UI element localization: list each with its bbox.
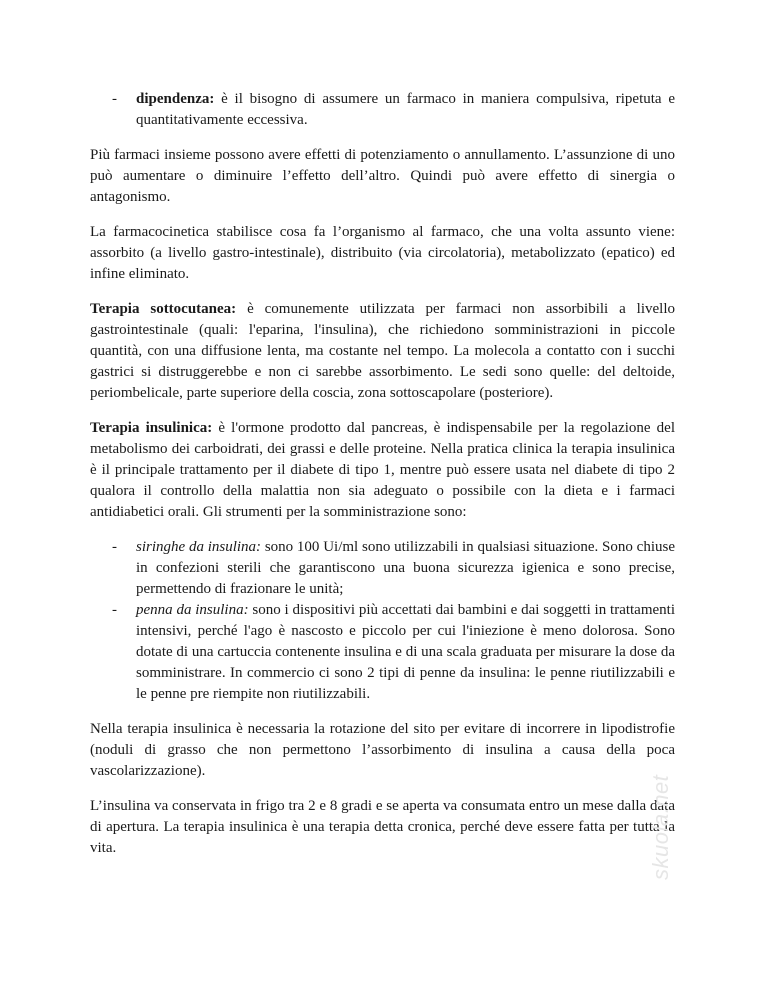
list-item bbox=[90, 537, 675, 600]
paragraph-pharmacokinetics: La farmacocinetica stabilisce cosa fa l’organismo al farmaco, che una volta assunto viene: assorbito (a livello gastro-intestinale), distribuito (via circolatoria), metabolizzato (epatico) ed infine eliminato. bbox=[90, 224, 675, 282]
item-text: è il bisogno di assumere un farmaco in maniera compulsiva, ripetuta e quantitativamente eccessiva. bbox=[136, 91, 675, 128]
paragraph-site-rotation: Nella terapia insulinica è necessaria la rotazione del sito per evitare di incorrere in lipodistrofie (noduli di grasso che non permettono l’assorbimento di insulina a causa della poca vascolarizzazione). bbox=[90, 721, 675, 779]
term-bold: dipendenza: bbox=[136, 91, 215, 107]
document-page bbox=[90, 89, 675, 873]
paragraph-text: è l'ormone prodotto dal pancreas, è indispensabile per la regolazione del metabolismo dei carboidrati, dei grassi e delle proteine. Nella pratica clinica la terapia insulinica è il principale trattamento per il diabete di tipo 1, mentre può essere usata nel diabete di tipo 2 qualora il controllo della malattia non sia adeguato o possibile con la dieta e i farmaci antidiabetici orali. Gli strumenti per la somministrazione sono: bbox=[90, 420, 675, 520]
term-italic: penna da insulina: bbox=[136, 602, 249, 618]
bullet-dash: - bbox=[112, 91, 117, 107]
bullet-dash: - bbox=[112, 539, 117, 555]
list-insulin-tools bbox=[90, 537, 675, 705]
watermark: skuola.net bbox=[648, 774, 673, 880]
term-italic: siringhe da insulina: bbox=[136, 539, 262, 555]
paragraph-storage: L’insulina va conservata in frigo tra 2 e 8 gradi e se aperta va consumata entro un mese dalla data di apertura. La terapia insulinica è una terapia detta cronica, perché deve essere fatta per tutta la vita. bbox=[90, 798, 675, 856]
item-text: sono 100 Ui/ml sono utilizzabili in qualsiasi situazione. Sono chiuse in confezioni sterili che garantiscono una buona sicurezza igienica e sono precise, permettendo di frazionare le unità; bbox=[136, 539, 675, 597]
list-item bbox=[90, 600, 675, 705]
paragraph-text: è comunemente utilizzata per farmaci non assorbibili a livello gastrointestinale (quali: l'eparina, l'insulina), che richiedono somministrazioni in piccole quantità, con una diffusione lenta, ma costante nel tempo. La molecola a contatto con i succhi gastrici si distruggerebbe e non ci sarebbe assorbimento. Le sedi sono quelle: del deltoide, periombelicale, parte superiore della coscia, zona sottoscapolare (posteriore). bbox=[90, 301, 675, 401]
item-text: sono i dispositivi più accettati dai bambini e dai soggetti in trattamenti intensivi, perché l'ago è nascosto e piccolo per cui l'iniezione è meno dolorosa. Sono dotate di una cartuccia contenente insulina e di una scala graduata per misurare la dose da somministrare. In commercio ci sono 2 tipi di penne da insulina: le penne riutilizzabili e le penne pre riempite non riutilizzabili. bbox=[136, 602, 676, 702]
list-item bbox=[90, 89, 675, 131]
term-bold: Terapia sottocutanea: bbox=[90, 301, 237, 317]
list-dipendenza bbox=[90, 89, 675, 131]
paragraph-subcutaneous-therapy bbox=[90, 299, 675, 404]
paragraph-insulin-therapy bbox=[90, 418, 675, 523]
paragraph-interactions: Più farmaci insieme possono avere effetti di potenziamento o annullamento. L’assunzione di uno può aumentare o diminuire l’effetto dell’altro. Quindi può avere effetto di sinergia o antagonismo. bbox=[90, 147, 675, 205]
bullet-dash: - bbox=[112, 602, 117, 618]
term-bold: Terapia insulinica: bbox=[90, 420, 213, 436]
